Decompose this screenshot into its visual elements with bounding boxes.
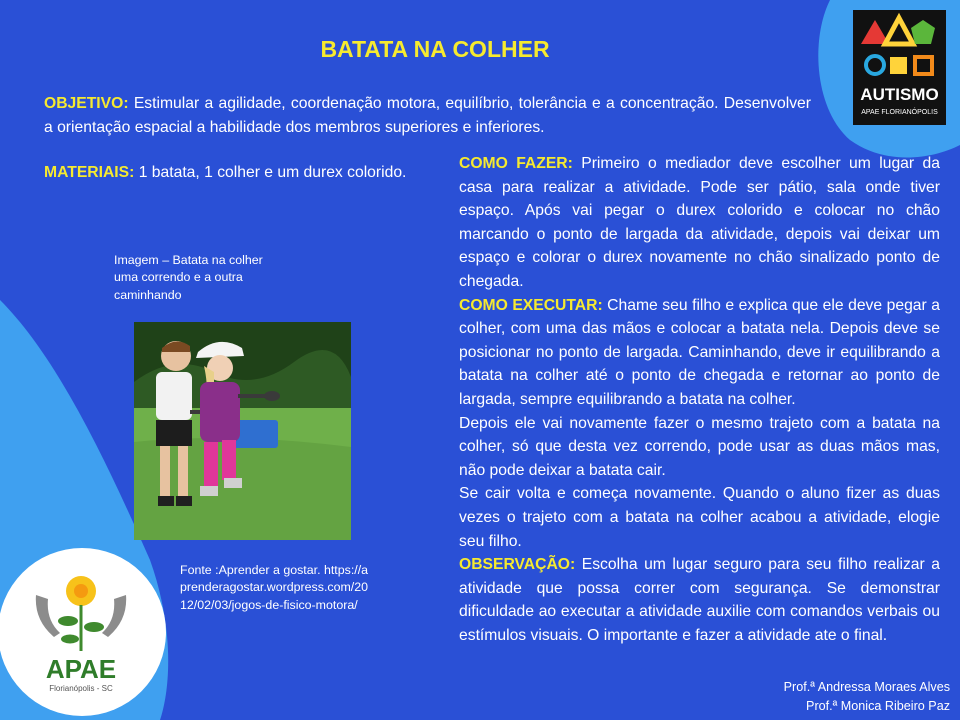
objective-text: Estimular a agilidade, coordenação motora, equilíbrio, tolerância e a concentração. Desenvolver a orientação espacial a habilidade dos membros superiores e inferiores. — [44, 95, 811, 136]
how-to-execute — [459, 294, 940, 412]
materials-label: MATERIAIS: — [44, 164, 135, 181]
observation-text: Escolha um lugar seguro para seu filho realizar a atividade que possa correr com segurança. Se demonstrar dificuldade ao executar a atividade auxilie com comandos verbais ou estímulos visuais. O importante e fazer a atividade ate o final. — [459, 556, 940, 644]
children-running-photo — [134, 322, 351, 540]
observation-label: OBSERVAÇÃO: — [459, 556, 576, 574]
materials-text: 1 batata, 1 colher e um durex colorido. — [134, 164, 407, 181]
paragraph-running: Depois ele vai novamente fazer o mesmo trajeto com a batata na colher, só que desta vez correndo, pode usar as duas mãos mas, não pode deixar a batata cair. — [459, 414, 940, 479]
objective-label: OBJETIVO: — [44, 95, 129, 112]
hands-icon — [36, 595, 60, 637]
objective-paragraph — [44, 92, 811, 139]
autismo-logo-subtitle: APAE FLORIANÓPOLIS — [861, 109, 938, 116]
apae-logo — [26, 565, 136, 700]
credit-line-1: Prof.ª Andressa Moraes Alves — [783, 680, 950, 694]
source-citation: Fonte :Aprender a gostar. https://aprenderagostar.wordpress.com/2012/02/03/jogos-de-fisico-motora/ — [180, 563, 369, 612]
instructions-column — [459, 152, 940, 647]
observation — [459, 553, 940, 647]
apae-logo-text: APAE — [45, 654, 117, 684]
how-to-prepare-text: Primeiro o mediador deve escolher um lugar da casa para realizar a atividade. Pode ser pátio, sala onde tiver espaço. Após vai pegar o durex colorido e colocar no chão marcando o ponto de largada da atividade, depois vai deixar um espaço e colorar o durex novamente no chão sinalizado ponto de chegada. — [459, 155, 940, 290]
how-to-prepare — [459, 152, 940, 294]
how-to-prepare-label: COMO FAZER: — [459, 155, 573, 172]
credit-line-2: Prof.ª Monica Ribeiro Paz — [806, 699, 950, 713]
autismo-logo-text: AUTISMO — [860, 85, 939, 104]
how-to-execute-text: Chame seu filho e explica que ele deve pegar a colher, com uma das mãos e colocar a batata nela. Depois deve se posicionar no ponto de largada. Caminhando, deve ir equilibrando a batata na colher até o ponto de chegada e retornar ao ponto de largada, sempre equilibrando a batata na colher. — [459, 296, 940, 408]
flower-icon — [66, 576, 96, 606]
paragraph-finish: Se cair volta e começa novamente. Quando o aluno fizer as duas vezes o trajeto com a batata na colher acabou a atividade, elogie seu filho. — [459, 485, 940, 550]
how-to-execute-label: COMO EXECUTAR: — [459, 296, 603, 314]
autismo-logo — [853, 10, 946, 125]
apae-logo-subtitle: Florianópolis - SC — [49, 684, 113, 693]
materials-paragraph — [44, 161, 444, 185]
image-caption: Imagem – Batata na colher uma correndo e a outra caminhando — [114, 253, 263, 302]
page-title: BATATA NA COLHER — [320, 36, 550, 62]
